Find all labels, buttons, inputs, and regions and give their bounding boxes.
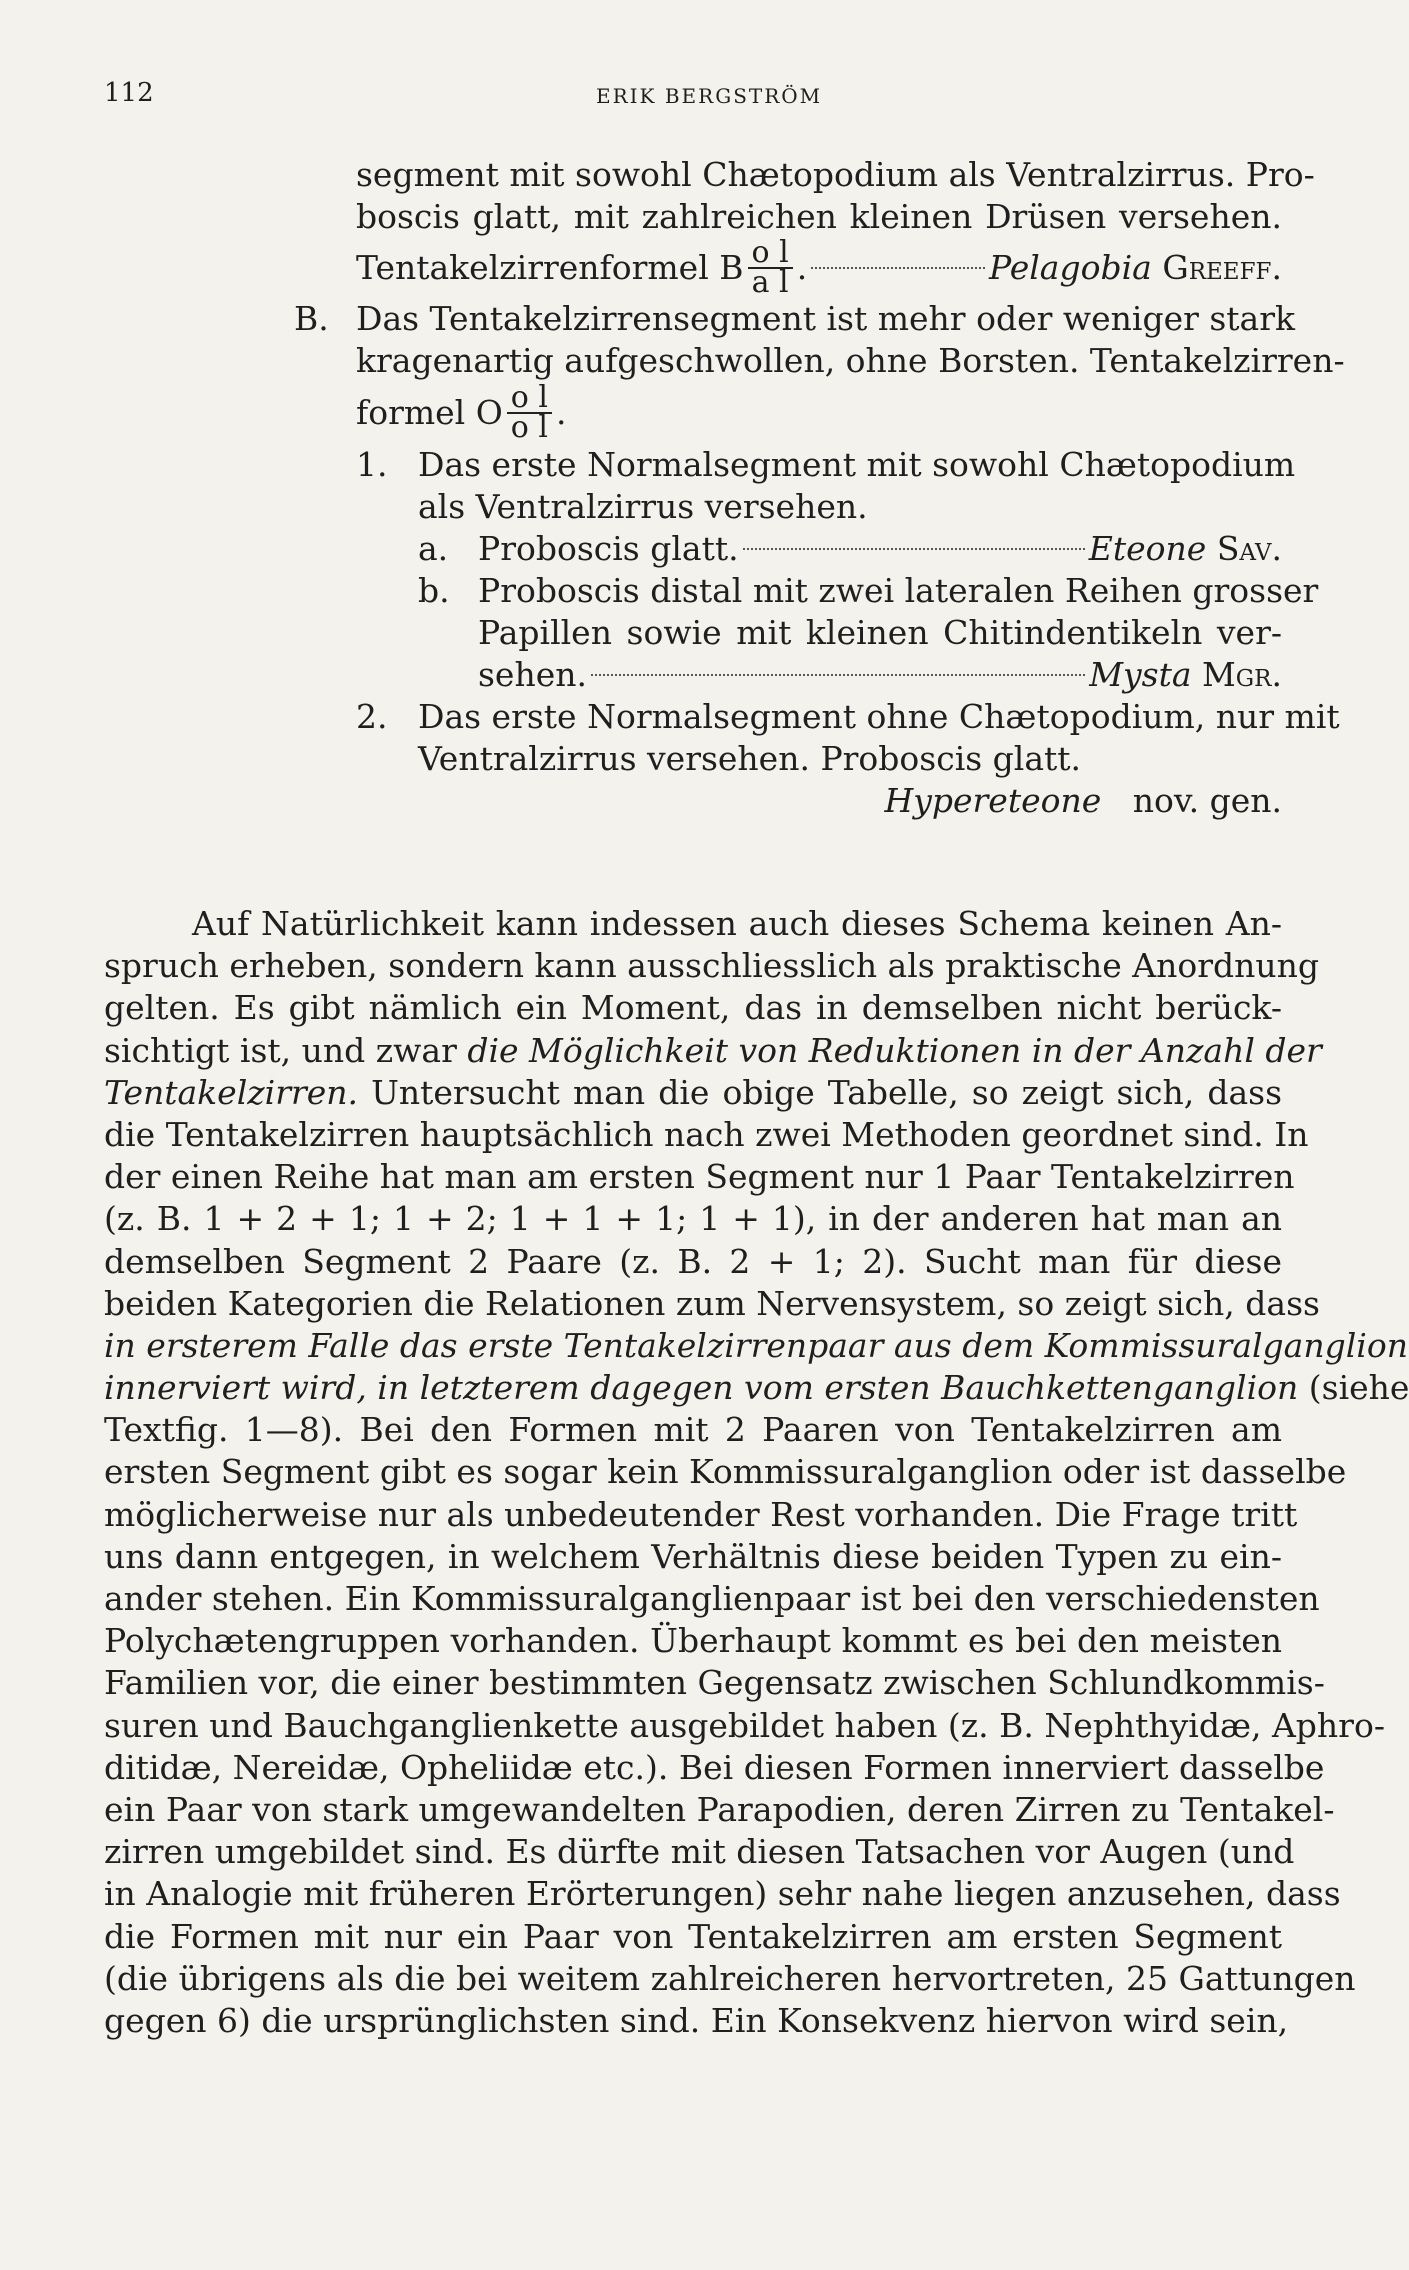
key-line: Hypereteone nov. gen. [884,781,1282,820]
text-line: möglicherweise nur als unbedeutender Rest vorhanden. Die Frage tritt [104,1494,1298,1534]
tentacle-formula: $\frac{\text{o l}}{\text{o l}}$ [507,384,552,442]
text-line: (die übrigens als die bei weitem zahlreicheren hervortreten, 25 Gattungen [104,1958,1356,1998]
genus-name: Eteone [1088,529,1207,568]
text-line: uns dann entgegen, in welchem Verhältnis diese beiden Typen zu ein- [104,1536,1282,1576]
text-line: (z. B. 1 + 2 + 1; 1 + 2; 1 + 1 + 1; 1 + 1), in der anderen hat man an [104,1199,1282,1239]
key-line: als Ventralzirrus versehen. [418,487,868,526]
key-line: Papillen sowie mit kleinen Chitindentikeln ver- [478,613,1282,652]
key-line: kragenartig aufgeschwollen, ohne Borsten. Tentakelzirren- [356,341,1345,380]
text-line: innerviert wird, in letzterem dagegen vom ersten Bauchkettenganglion (siehe [104,1368,1409,1408]
text-line: die Formen mit nur ein Paar von Tentakelzirren am ersten Segment [104,1916,1282,1956]
key-line: sehen. Mysta Mgr. [478,655,1282,694]
page-number: 112 [104,78,154,108]
key-line: Ventralzirrus versehen. Proboscis glatt. [418,739,1082,778]
key-entry-1: 1. Das erste Normalsegment mit sowohl Chætopodium [356,445,1296,484]
text-line: die Tentakelzirren hauptsächlich nach zwei Methoden geordnet sind. In [104,1114,1309,1154]
text-line: ein Paar von stark umgewandelten Parapodien, deren Zirren zu Tentakel- [104,1789,1335,1829]
author-name: Sav. [1216,529,1282,568]
author-name: Greeff. [1162,248,1282,287]
body-paragraph [104,903,1409,2042]
text-line: suren und Bauchganglienkette ausgebildet haben (z. B. Nephthyidæ, Aphro- [104,1705,1385,1745]
key-line: segment mit sowohl Chætopodium als Ventralzirrus. Pro- [356,155,1315,194]
text-line: gelten. Es gibt nämlich ein Moment, das in demselben nicht berück- [104,988,1282,1028]
text-line: Polychætengruppen vorhanden. Überhaupt kommt es bei den meisten [104,1621,1282,1661]
text-line: Familien vor, die einer bestimmten Gegensatz zwischen Schlundkommis- [104,1663,1325,1703]
genus-name: Mysta [1089,655,1192,694]
key-entry-b: B. Das Tentakelzirrensegment ist mehr oder weniger stark [294,299,1296,338]
text-line: ditidæ, Nereidæ, Opheliidæ etc.). Bei diesen Formen innerviert dasselbe [104,1747,1325,1787]
genus-name: Pelagobia [989,248,1152,287]
key-entry-b-sub: b. Proboscis distal mit zwei lateralen Reihen grosser [418,571,1319,610]
formula-row: formel O $\frac{\text{o l}}{\text{o l}}$ . [356,380,567,445]
key-entry-2: 2. Das erste Normalsegment ohne Chætopodium, nur mit [356,697,1340,736]
tentacle-formula: $\frac{\text{o l}}{\text{a l}}$ [748,239,793,297]
genus-name: Hypereteone [884,781,1102,820]
text-line: in Analogie mit früheren Erörterungen) sehr nahe liegen anzusehen, dass [104,1874,1341,1914]
determination-key [294,154,1345,822]
key-entry-a: a. Proboscis glatt. Eteone Sav. [418,529,1282,568]
text-line: demselben Segment 2 Paare (z. B. 2 + 1; 2). Sucht man für diese [104,1241,1282,1281]
text-line: der einen Reihe hat man am ersten Segment nur 1 Paar Tentakelzirren [104,1157,1295,1197]
text-line: Auf Natürlichkeit kann indessen auch dieses Schema keinen An- [192,904,1282,943]
text-line: beiden Kategorien die Relationen zum Nervensystem, so zeigt sich, dass [104,1283,1320,1323]
text-line: Textfig. 1—8). Bei den Formen mit 2 Paaren von Tentakelzirren am [104,1410,1282,1450]
text-line: sichtigt ist, und zwar die Möglichkeit von Reduktionen in der Anzahl der [104,1030,1322,1070]
text-line: Tentakelzirren. Untersucht man die obige Tabelle, so zeigt sich, dass [104,1072,1282,1112]
text-line: in ersterem Falle das erste Tentakelzirrenpaar aus dem Kommissuralganglion [104,1325,1408,1365]
running-title: ERIK BERGSTRÖM [596,84,823,108]
text-line: ersten Segment gibt es sogar kein Kommissuralganglion oder ist dasselbe [104,1452,1347,1492]
text-line: ander stehen. Ein Kommissuralganglienpaar ist bei den verschiedensten [104,1579,1320,1618]
text-line: spruch erheben, sondern kann ausschliesslich als praktische Anordnung [104,946,1320,986]
key-line: boscis glatt, mit zahlreichen kleinen Drüsen versehen. [356,197,1282,236]
author-name: Mgr. [1202,655,1282,694]
formula-row: Tentakelzirrenformel B $\frac{\text{o l}}{\text{a l}}$ . Pelagobia Greeff. [356,235,1282,300]
text-line: zirren umgebildet sind. Es dürfte mit diesen Tatsachen vor Augen (und [104,1832,1295,1872]
text-line: gegen 6) die ursprünglichsten sind. Ein Konsekvenz hiervon wird sein, [104,2000,1289,2040]
